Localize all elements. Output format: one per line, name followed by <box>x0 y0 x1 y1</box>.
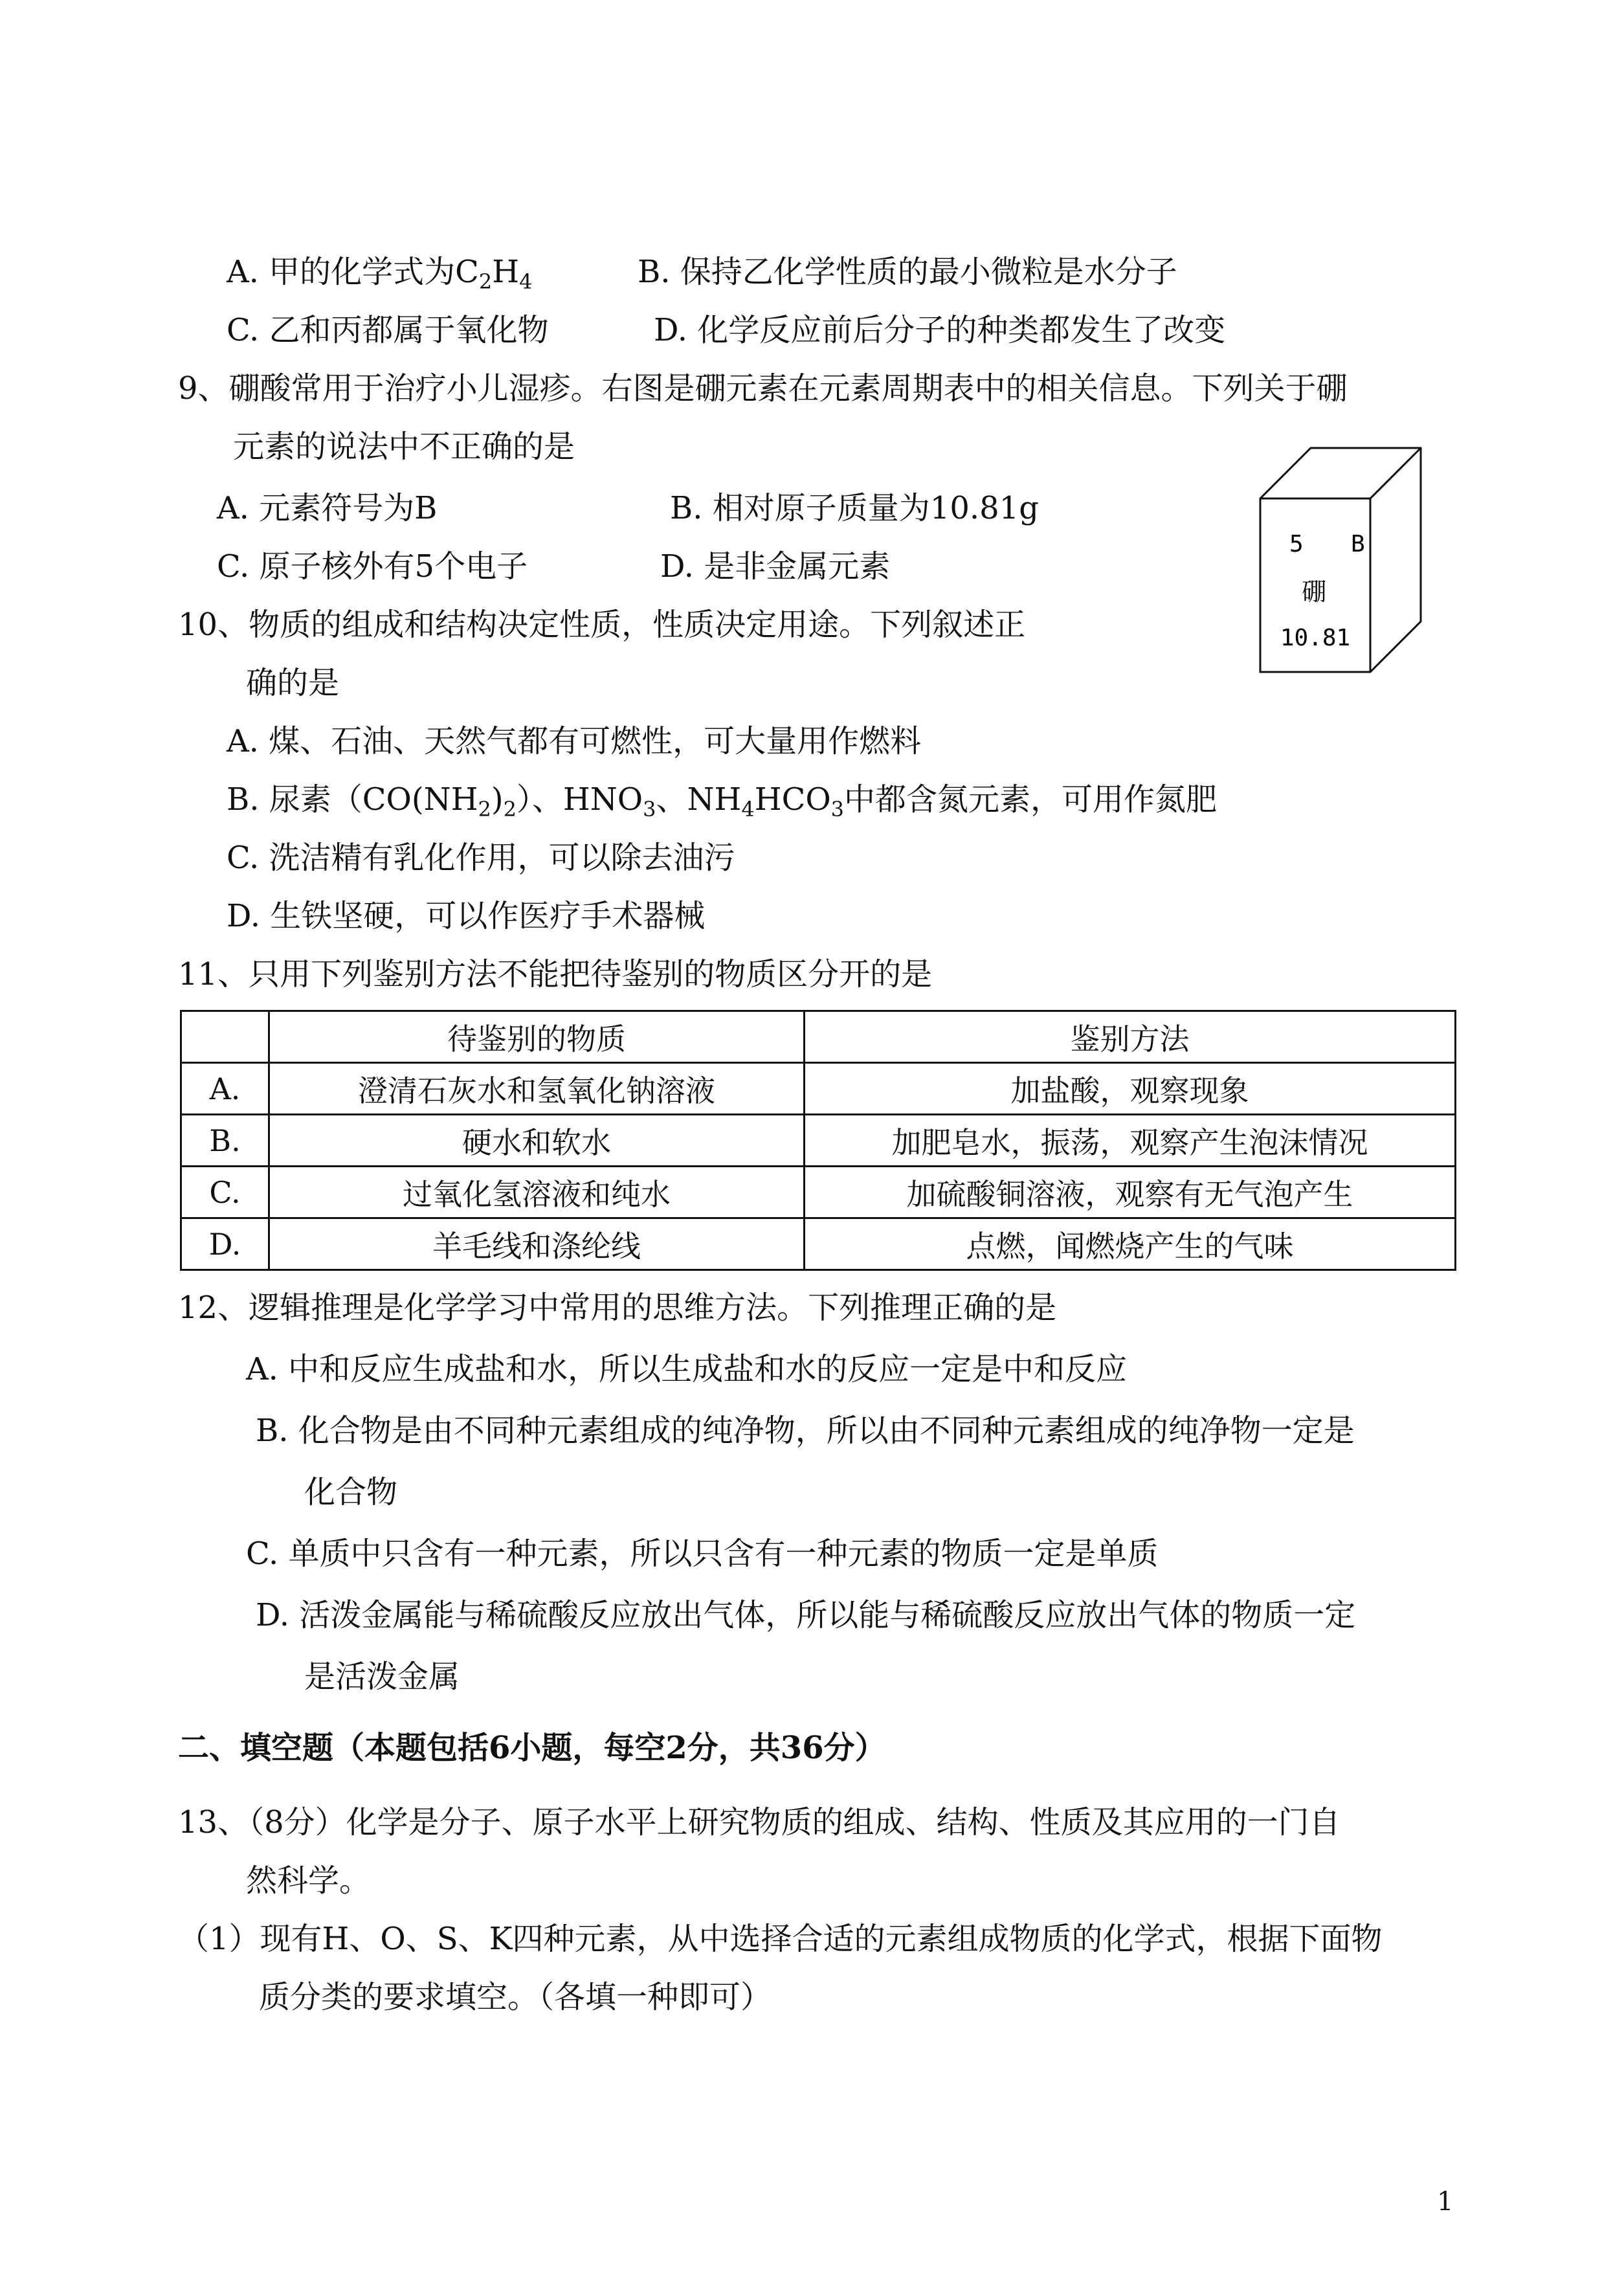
q9-option-a: A. 元素符号为B <box>217 490 438 526</box>
q10-stem: 10、物质的组成和结构决定性质，性质决定用途。下列叙述正 <box>178 607 1026 643</box>
boron-element-card <box>1259 447 1427 673</box>
table-header-row <box>181 1011 1456 1063</box>
q9-option-d: D. 是非金属元素 <box>660 548 891 585</box>
table-cell: 加硫酸铜溶液，观察有无气泡产生 <box>805 1167 1456 1218</box>
q8-option-c: C. 乙和丙都属于氧化物 <box>227 312 549 348</box>
table-header-cell: 鉴别方法 <box>805 1011 1456 1063</box>
table-row <box>181 1218 1456 1270</box>
q12-option-d-cont: 是活泼金属 <box>304 1659 460 1695</box>
q10-option-d: D. 生铁坚硬，可以作医疗手术器械 <box>227 898 706 934</box>
q12-option-b: B. 化合物是由不同种元素组成的纯净物，所以由不同种元素组成的纯净物一定是 <box>256 1413 1355 1449</box>
q10-option-a: A. 煤、石油、天然气都有可燃性，可大量用作燃料 <box>227 723 922 759</box>
q12-option-d: D. 活泼金属能与稀硫酸反应放出气体，所以能与稀硫酸反应放出气体的物质一定 <box>256 1597 1356 1633</box>
table-cell: A. <box>181 1063 269 1115</box>
q8-option-a: A. 甲的化学式为$C_2H_4$ <box>227 254 533 294</box>
q12-stem: 12、逻辑推理是化学学习中常用的思维方法。下列推理正确的是 <box>178 1290 1057 1326</box>
q12-option-b-cont: 化合物 <box>304 1474 398 1510</box>
table-header-cell <box>181 1011 269 1063</box>
element-name: 硼 <box>1301 577 1327 606</box>
table-cell: 羊毛线和涤纶线 <box>269 1218 805 1270</box>
element-number: 5 <box>1289 531 1304 557</box>
page-number: 1 <box>1437 2187 1454 2217</box>
table-row <box>181 1167 1456 1218</box>
q13-part1: （1）现有H、O、S、K四种元素，从中选择合适的元素组成物质的化学式，根据下面物 <box>178 1921 1383 1957</box>
q11-table <box>180 1010 1456 1271</box>
table-row <box>181 1115 1456 1167</box>
table-cell: 硬水和软水 <box>269 1115 805 1167</box>
element-mass: 10.81 <box>1280 625 1351 651</box>
q9-stem: 9、硼酸常用于治疗小儿湿疹。右图是硼元素在元素周期表中的相关信息。下列关于硼 <box>178 370 1348 407</box>
table-cell: 过氧化氢溶液和纯水 <box>269 1167 805 1218</box>
q13-stem-cont: 然科学。 <box>246 1862 371 1899</box>
table-cell: D. <box>181 1218 269 1270</box>
table-cell: 澄清石灰水和氢氧化钠溶液 <box>269 1063 805 1115</box>
q9-stem-cont: 元素的说法中不正确的是 <box>233 429 575 465</box>
q10-option-b: B. 尿素$(CO(NH_2)_2)$、$HNO_3$、$NH_4HCO_3$中都含氮元素，可用作氮肥 <box>227 781 1218 822</box>
q8-option-d: D. 化学反应前后分子的种类都发生了改变 <box>654 312 1226 348</box>
q12-option-c: C. 单质中只含有一种元素，所以只含有一种元素的物质一定是单质 <box>246 1536 1159 1572</box>
table-cell: C. <box>181 1167 269 1218</box>
table-row <box>181 1063 1456 1115</box>
table-cell: 加盐酸，观察现象 <box>805 1063 1456 1115</box>
q8-option-b: B. 保持乙化学性质的最小微粒是水分子 <box>638 254 1177 290</box>
table-cell: B. <box>181 1115 269 1167</box>
element-symbol: B <box>1351 531 1365 557</box>
table-cell: 点燃，闻燃烧产生的气味 <box>805 1218 1456 1270</box>
q9-option-c: C. 原子核外有5个电子 <box>217 548 528 585</box>
q12-option-a: A. 中和反应生成盐和水，所以生成盐和水的反应一定是中和反应 <box>246 1351 1128 1387</box>
q11-stem: 11、只用下列鉴别方法不能把待鉴别的物质区分开的是 <box>178 956 933 992</box>
q13-stem: 13、（8分）化学是分子、原子水平上研究物质的组成、结构、性质及其应用的一门自 <box>178 1804 1340 1840</box>
table-cell: 加肥皂水，振荡，观察产生泡沫情况 <box>805 1115 1456 1167</box>
q10-stem-cont: 确的是 <box>246 665 340 701</box>
q9-option-b: B. 相对原子质量为10.81g <box>670 490 1039 526</box>
q10-option-c: C. 洗洁精有乳化作用，可以除去油污 <box>227 840 735 876</box>
q13-part1-cont: 质分类的要求填空。（各填一种即可） <box>259 1979 772 2015</box>
section-heading: 二、填空题（本题包括6小题，每空2分，共36分） <box>178 1730 886 1766</box>
table-header-cell: 待鉴别的物质 <box>269 1011 805 1063</box>
